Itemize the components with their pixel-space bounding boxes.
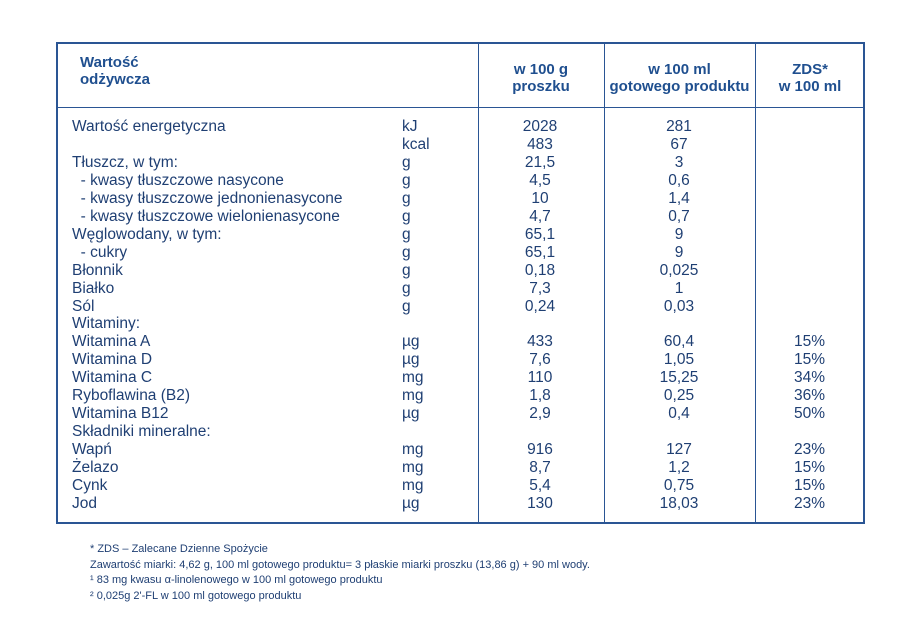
- value-per-100ml: 0,03: [663, 297, 695, 315]
- value-per-100g: 130: [527, 494, 553, 512]
- table-row: [58, 118, 863, 136]
- unit-cell: mg: [402, 369, 424, 387]
- unit-cell: g: [402, 243, 411, 261]
- zds-percent: 23%: [793, 494, 826, 512]
- footnote: * ZDS – Zalecane Dzienne Spożycie: [90, 543, 268, 555]
- header-zds: [755, 61, 865, 95]
- value-per-100g: 65,1: [524, 225, 556, 243]
- unit-cell: mg: [402, 441, 424, 459]
- value-per-100ml: 127: [666, 441, 692, 459]
- value-per-100ml: 1,4: [668, 189, 690, 207]
- table-row: [58, 351, 863, 369]
- unit-cell: g: [402, 297, 411, 315]
- value-per-100g: 10: [531, 189, 549, 207]
- header-per-100g-line2: proszku: [512, 78, 570, 95]
- table-row: [58, 423, 863, 441]
- nutrient-label: Błonnik: [72, 261, 123, 279]
- value-per-100g: 2028: [522, 118, 558, 135]
- nutrient-label: Białko: [72, 279, 115, 297]
- table-row: [58, 190, 863, 208]
- unit-cell: mg: [402, 387, 424, 405]
- unit-cell: kJ: [402, 118, 418, 135]
- value-per-100ml: 0,7: [668, 207, 690, 225]
- zds-percent: 15%: [793, 333, 826, 351]
- footnote: Zawartość miarki: 4,62 g, 100 ml gotowego produktu= 3 płaskie miarki proszku (13,86 g) + 90 ml wody.: [90, 558, 590, 571]
- value-per-100g: 4,7: [529, 207, 551, 225]
- table-row: [58, 387, 863, 405]
- zds-percent: 15%: [793, 459, 826, 477]
- nutrient-label: Ryboflawina (B2): [72, 387, 191, 405]
- table-row: [58, 226, 863, 244]
- nutrient-label: - kwasy tłuszczowe jednonienasycone: [72, 189, 343, 207]
- unit-cell: g: [402, 207, 411, 225]
- value-per-100ml: 9: [674, 225, 684, 243]
- table-row: [58, 405, 863, 423]
- header-zds-line1: ZDS*: [792, 61, 828, 78]
- nutrient-label: - kwasy tłuszczowe nasycone: [72, 171, 284, 189]
- header-per-100g: [478, 61, 604, 95]
- header-per-100ml-line2: gotowego produktu: [609, 78, 750, 95]
- nutrient-label: Tłuszcz, w tym:: [72, 153, 178, 171]
- zds-percent: 15%: [793, 477, 826, 494]
- table-row: [58, 244, 863, 262]
- table-row: [58, 298, 863, 316]
- value-per-100g: 7,6: [529, 351, 551, 369]
- value-per-100ml: 67: [670, 135, 688, 153]
- footnote: ¹ 83 mg kwasu α-linolenowego w 100 ml gotowego produktu: [90, 574, 383, 586]
- header-zds-line2: w 100 ml: [778, 78, 842, 95]
- table-row: [58, 477, 863, 495]
- nutrient-label: Składniki mineralne:: [72, 423, 211, 441]
- unit-cell: g: [402, 225, 411, 243]
- zds-percent: 23%: [793, 441, 826, 459]
- value-per-100ml: 9: [674, 243, 684, 261]
- value-per-100ml: 0,25: [663, 387, 695, 405]
- unit-cell: mg: [402, 477, 424, 494]
- value-per-100ml: 1,05: [663, 351, 695, 369]
- table-row: [58, 333, 863, 351]
- header-per-100g-line1: w 100 g: [513, 61, 569, 78]
- nutrition-table: [56, 42, 865, 524]
- unit-cell: kcal: [402, 135, 430, 153]
- value-per-100g: 2,9: [529, 405, 551, 423]
- nutrient-label: Cynk: [72, 477, 108, 494]
- value-per-100g: 916: [527, 441, 553, 459]
- value-per-100g: 1,8: [529, 387, 551, 405]
- unit-cell: µg: [402, 405, 420, 423]
- table-row: [58, 208, 863, 226]
- nutrient-label: Witaminy:: [72, 315, 141, 333]
- unit-cell: µg: [402, 333, 420, 351]
- nutrient-label: Sól: [72, 297, 95, 315]
- value-per-100g: 5,4: [529, 477, 551, 494]
- nutrient-label: Jod: [72, 494, 97, 512]
- value-per-100ml: 281: [666, 118, 692, 135]
- value-per-100g: 110: [527, 369, 553, 387]
- table-row: [58, 315, 863, 333]
- header-label-line1: Wartość: [80, 54, 139, 71]
- value-per-100ml: 3: [674, 153, 684, 171]
- unit-cell: g: [402, 261, 411, 279]
- unit-cell: g: [402, 153, 411, 171]
- unit-cell: g: [402, 279, 411, 297]
- table-row: [58, 136, 863, 154]
- value-per-100g: 0,18: [524, 261, 556, 279]
- value-per-100g: 4,5: [529, 171, 551, 189]
- unit-cell: mg: [402, 459, 424, 477]
- header-per-100ml-line1: w 100 ml: [648, 61, 711, 78]
- value-per-100g: 65,1: [524, 243, 556, 261]
- value-per-100g: 0,24: [524, 297, 556, 315]
- zds-percent: 15%: [793, 351, 826, 369]
- value-per-100g: 483: [527, 135, 553, 153]
- nutrient-label: - kwasy tłuszczowe wielonienasycone: [72, 207, 340, 225]
- value-per-100ml: 18,03: [659, 494, 699, 512]
- nutrient-label: - cukry: [72, 243, 128, 261]
- value-per-100ml: 0,6: [668, 171, 690, 189]
- unit-cell: g: [402, 189, 411, 207]
- table-row: [58, 262, 863, 280]
- header-divider: [58, 107, 863, 108]
- footnotes: [90, 542, 590, 604]
- nutrient-label: Witamina B12: [72, 405, 169, 423]
- value-per-100ml: 15,25: [659, 369, 699, 387]
- header-nutrition-value: [80, 54, 280, 88]
- value-per-100ml: 1: [674, 279, 684, 297]
- zds-percent: 34%: [793, 369, 826, 387]
- table-row: [58, 495, 863, 513]
- value-per-100ml: 0,75: [663, 477, 695, 494]
- nutrient-label: Żelazo: [72, 459, 119, 477]
- table-row: [58, 172, 863, 190]
- table-row: [58, 459, 863, 477]
- nutrient-label: Witamina C: [72, 369, 153, 387]
- unit-cell: µg: [402, 494, 420, 512]
- value-per-100ml: 0,4: [668, 405, 690, 423]
- nutrient-label: Wapń: [72, 441, 112, 459]
- footnote: ² 0,025g 2'-FL w 100 ml gotowego produktu: [90, 589, 302, 602]
- value-per-100g: 8,7: [529, 459, 551, 477]
- value-per-100ml: 1,2: [668, 459, 690, 477]
- unit-cell: g: [402, 171, 411, 189]
- table-row: [58, 441, 863, 459]
- value-per-100ml: 0,025: [659, 261, 699, 279]
- value-per-100g: 21,5: [524, 153, 556, 171]
- value-per-100g: 433: [527, 333, 553, 351]
- nutrient-label: Wartość energetyczna: [72, 118, 226, 135]
- unit-cell: µg: [402, 351, 420, 369]
- header-per-100ml: [604, 61, 755, 95]
- nutrient-label: Witamina D: [72, 351, 153, 369]
- table-row: [58, 369, 863, 387]
- header-label-line2: odżywcza: [80, 71, 151, 88]
- zds-percent: 50%: [793, 405, 826, 423]
- zds-percent: 36%: [793, 387, 826, 405]
- table-row: [58, 154, 863, 172]
- table-row: [58, 280, 863, 298]
- value-per-100ml: 60,4: [663, 333, 695, 351]
- value-per-100g: 7,3: [529, 279, 551, 297]
- nutrient-label: Witamina A: [72, 333, 151, 351]
- nutrient-label: Węglowodany, w tym:: [72, 225, 222, 243]
